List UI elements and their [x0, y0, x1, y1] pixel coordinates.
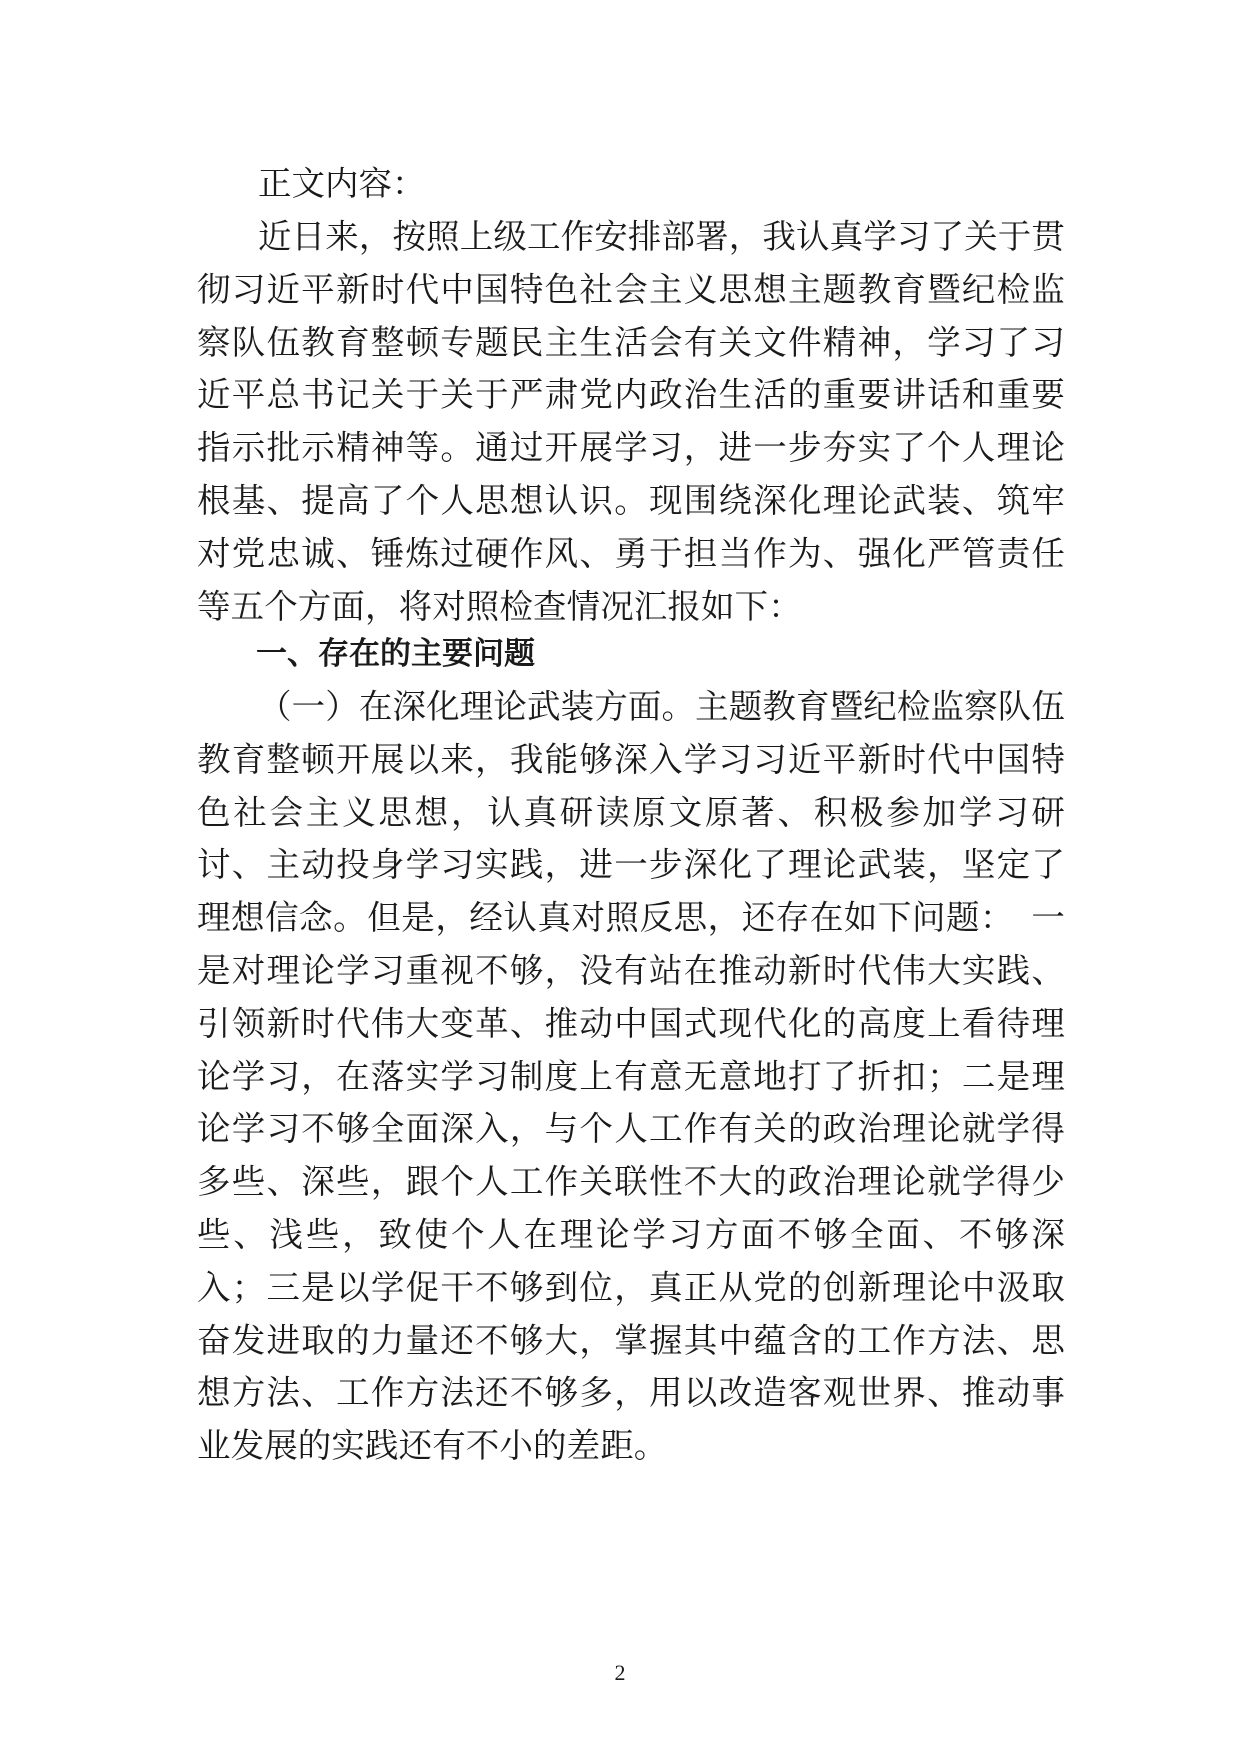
intro-paragraph: 近日来，按照上级工作安排部署，我认真学习了关于贯彻习近平新时代中国特色社会主义思想主题教育暨纪检监察队伍教育整顿专题民主生活会有关文件精神，学习了习近平总书记关于关于严肃党内政治生活的重要讲话和重要指示批示精神等。通过开展学习，进一步夯实了个人理论根基、提高了个人思想认识。现围绕深化理论武装、筑牢对党忠诚、锤炼过硬作风、勇于担当作为、强化严管责任等五个方面，将对照检查情况汇报如下： — [197, 217, 1065, 626]
section-heading: 一、存在的主要问题 — [256, 636, 535, 672]
intro-paragraph-container — [197, 211, 1065, 633]
subsection-paragraph: （一）在深化理论武装方面。主题教育暨纪检监察队伍教育整顿开展以来，我能够深入学习习近平新时代中国特色社会主义思想，认真研读原文原著、积极参加学习研讨、主动投身学习实践，进一步深化了理论武装，坚定了理想信念。但是，经认真对照反思，还存在如下问题： 一是对理论学习重视不够，没有站在推动新时代伟大实践、引领新时代伟大变革、推动中国式现代化的高度上看待理论学习，在落实学习制度上有意无意地打了折扣；二是理论学习不够全面深入，与个人工作有关的政治理论就学得多些、深些，跟个人工作关联性不大的政治理论就学得少些、浅些，致使个人在理论学习方面不够全面、不够深入；三是以学促干不够到位，真正从党的创新理论中汲取奋发进取的力量还不够大，掌握其中蕴含的工作方法、思想方法、工作方法还不够多，用以改造客观世界、推动事业发展的实践还有不小的差距。 — [197, 687, 1065, 1466]
body-label: 正文内容： — [258, 164, 426, 203]
page-number: 2 — [614, 1660, 626, 1685]
subsection-paragraph-container — [197, 681, 1065, 1473]
